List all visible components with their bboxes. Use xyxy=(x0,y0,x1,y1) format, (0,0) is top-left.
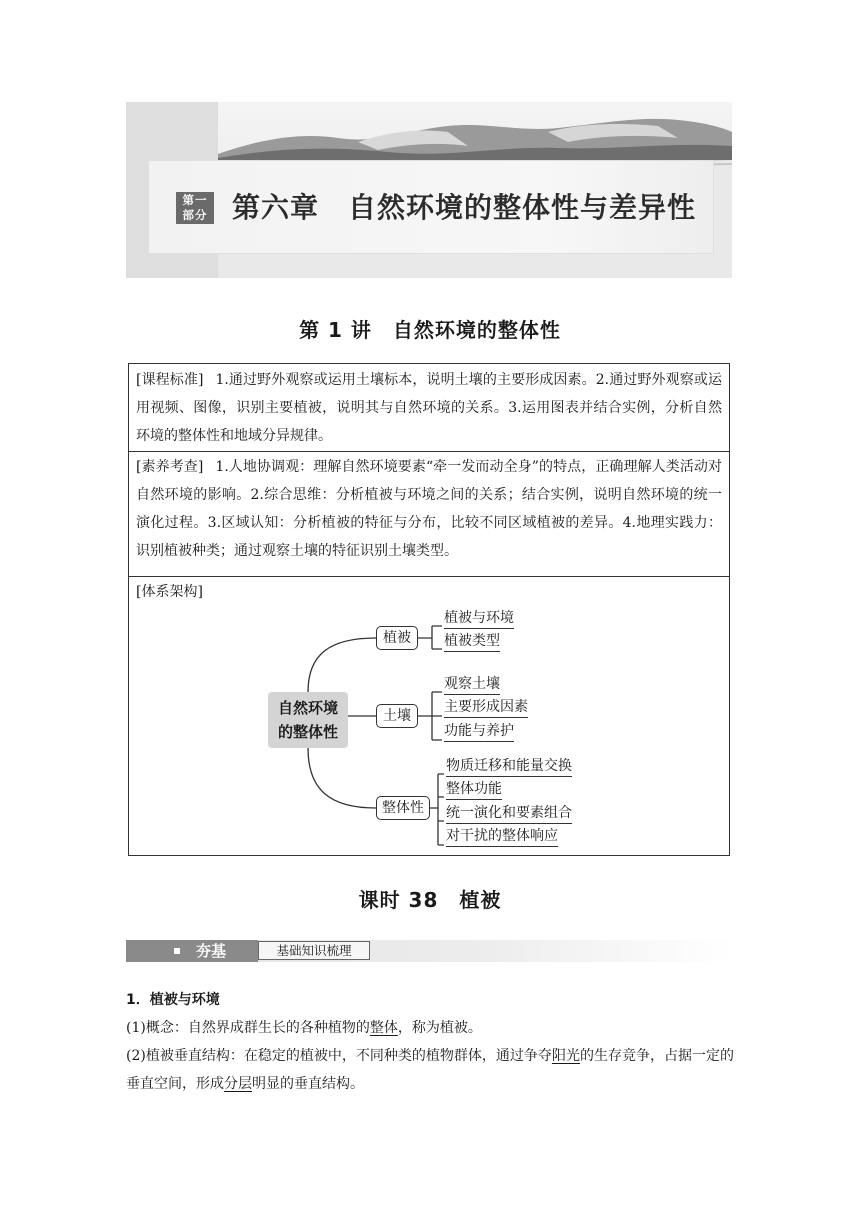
concept-answer: 整体 xyxy=(369,1020,398,1036)
leaf-disturbance-response: 对干扰的整体响应 xyxy=(446,827,558,847)
paragraph-vertical-structure xyxy=(126,1042,734,1098)
chapter-banner xyxy=(126,102,732,278)
square-bullet-icon xyxy=(174,948,180,954)
lesson-content xyxy=(126,986,734,1098)
structure-text-b: 的生存竞争，占据一定的垂直空间，形成 xyxy=(126,1048,735,1092)
connector-integrity xyxy=(308,748,376,808)
item1-title: 1．植被与环境 xyxy=(126,992,220,1008)
curriculum-tag: [课程标准] xyxy=(136,372,204,388)
section-label-block xyxy=(126,940,258,962)
branch-integrity: 整体性 xyxy=(376,796,430,820)
leaf-vegetation-environment: 植被与环境 xyxy=(444,609,514,629)
center-line1: 自然环境 xyxy=(277,699,338,717)
leaf-vegetation-types: 植被类型 xyxy=(444,632,500,652)
bracket-integrity xyxy=(430,774,444,845)
structure-text-a: (2)植被垂直结构：在稳定的植被中，不同种类的植物群体，通过争夺 xyxy=(126,1048,552,1064)
center-line2: 的整体性 xyxy=(277,723,338,741)
mind-map xyxy=(130,594,728,856)
literacy-row xyxy=(129,453,729,577)
literacy-text: 1.人地协调观：理解自然环境要素“牵一发而动全身”的特点，正确理解人类活动对自然环境的影响。2.综合思维：分析植被与环境之间的关系；结合实例，说明自然环境的统一演化过程。3.区域认知：分析植被的特征与分布，比较不同区域植被的差异。4.地理实践力：识别植被种类；通过观察土壤的特征识别土壤类型。 xyxy=(136,459,722,559)
leaf-function-conservation: 功能与养护 xyxy=(444,722,514,742)
section-subtitle: 基础知识梳理 xyxy=(258,941,370,960)
part-badge-line2: 部分 xyxy=(182,208,208,222)
lecture-title: 第 1 讲 自然环境的整体性 xyxy=(299,318,561,342)
chapter-title: 第六章 自然环境的整体性与差异性 xyxy=(232,191,697,224)
leaf-overall-function: 整体功能 xyxy=(446,780,502,800)
structure-answer-1: 阳光 xyxy=(551,1048,580,1064)
section-bar xyxy=(126,940,734,962)
mind-map-center xyxy=(268,692,348,748)
part-badge-line1: 第一 xyxy=(182,193,208,207)
framework-tag: [体系架构] xyxy=(136,584,203,600)
paragraph-concept xyxy=(126,1014,734,1042)
curriculum-standards-row xyxy=(129,366,729,452)
leaf-unified-evolution: 统一演化和要素组合 xyxy=(446,804,572,824)
concept-text-b: ，称为植被。 xyxy=(397,1020,482,1036)
section-name: 夯基 xyxy=(196,942,227,960)
part-badge xyxy=(176,192,214,224)
lesson-title: 课时 38 植被 xyxy=(358,888,502,912)
connector-vegetation xyxy=(308,638,376,692)
leaf-material-energy: 物质迁移和能量交换 xyxy=(446,757,572,777)
structure-text-c: 明显的垂直结构。 xyxy=(252,1076,364,1092)
literacy-tag: [素养考查] xyxy=(136,459,204,475)
branch-soil: 土壤 xyxy=(376,704,418,728)
concept-text-a: (1)概念：自然界成群生长的各种植物的 xyxy=(126,1020,370,1036)
bracket-soil xyxy=(418,692,442,740)
bracket-vegetation xyxy=(418,626,442,649)
branch-vegetation: 植被 xyxy=(376,626,418,650)
leaf-formation-factors: 主要形成因素 xyxy=(444,698,528,718)
structure-answer-2: 分层 xyxy=(224,1076,252,1092)
leaf-observe-soil: 观察土壤 xyxy=(444,675,500,695)
curriculum-text: 1.通过野外观察或运用土壤标本，说明土壤的主要形成因素。2.通过野外观察或运用视频、图像，识别主要植被，说明其与自然环境的关系。3.运用图表并结合实例，分析自然环境的整体性和地域分异规律。 xyxy=(136,372,722,444)
